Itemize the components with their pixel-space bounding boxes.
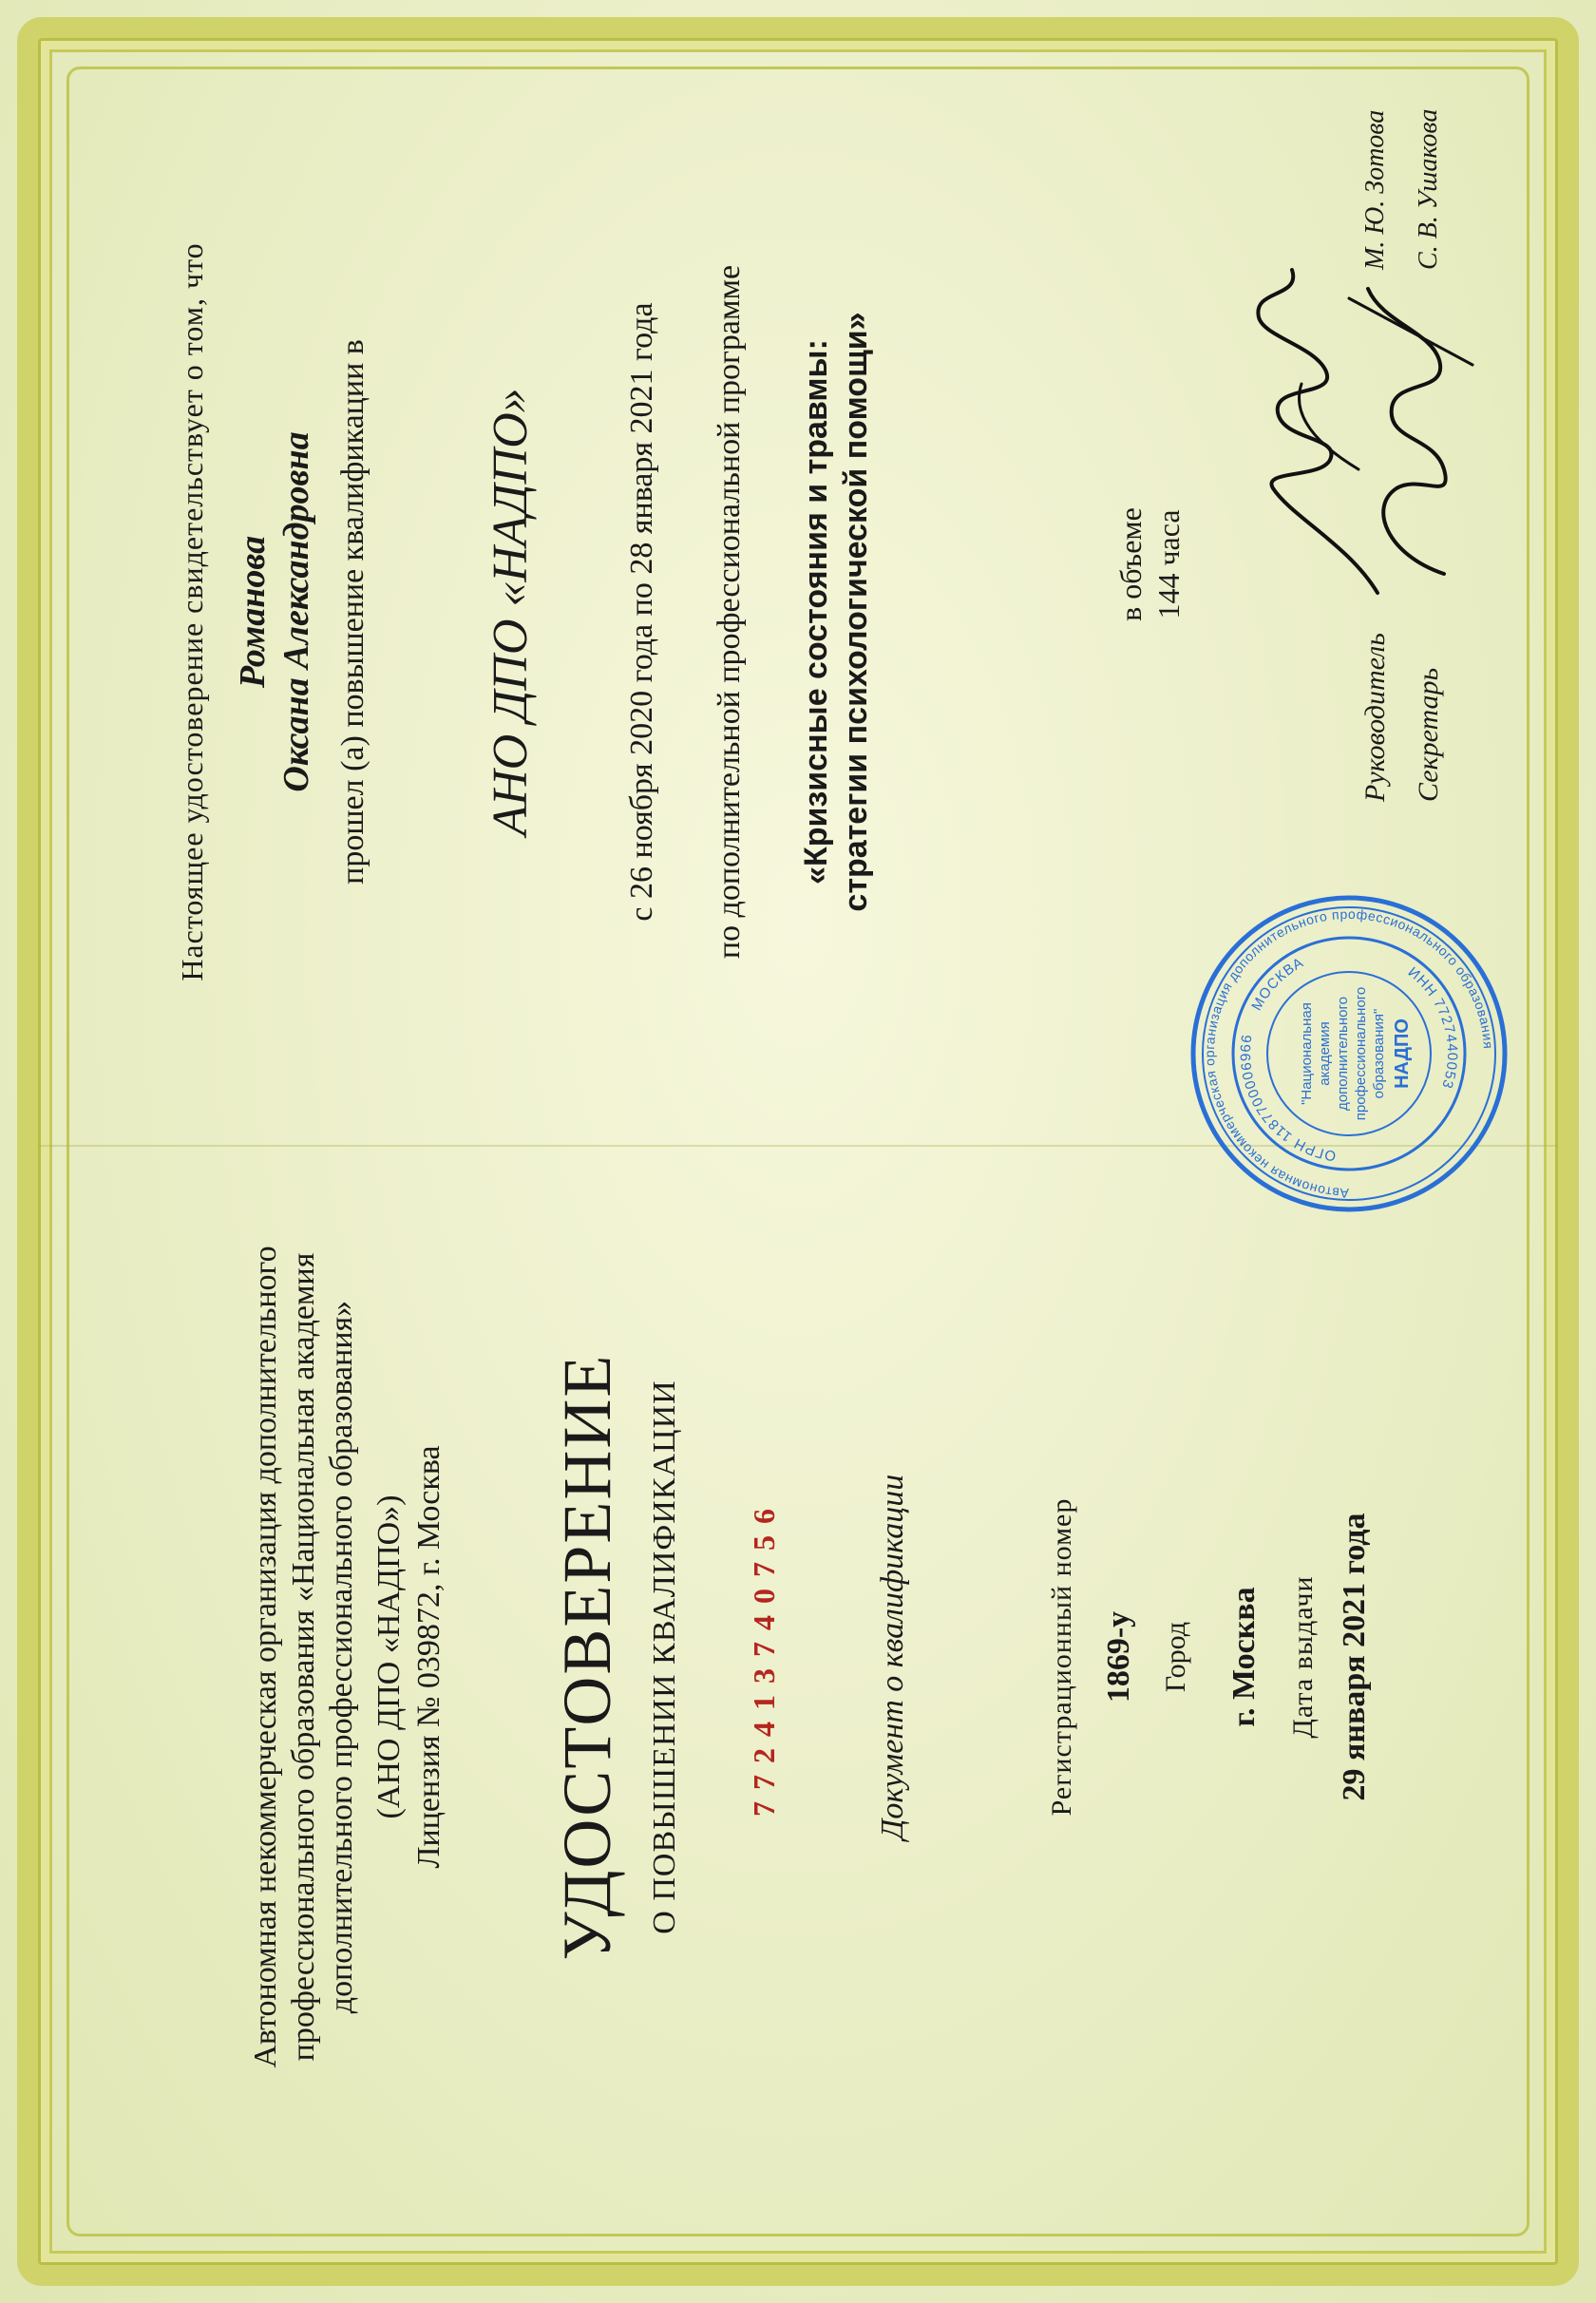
seal-center-line-1: "Национальная — [1299, 1002, 1315, 1105]
volume-hours: 144 часа — [1151, 509, 1186, 619]
secretary-signature — [1330, 270, 1492, 593]
seal-center-line-5: образования" — [1371, 1008, 1387, 1099]
seal-inn: ИНН 7727440053 — [1404, 963, 1461, 1092]
issue-date: 29 января 2021 года — [1337, 1513, 1372, 1801]
document-title: УДОСТОВЕРЕНИЕ — [549, 1353, 625, 1961]
seal-center-abbr: НАДПО — [1392, 1018, 1413, 1089]
city-label: Город — [1160, 1621, 1191, 1693]
organization-short-name: АНО ДПО «НАДПО» — [484, 388, 538, 836]
seal-ogrn: ОГРН 1187700006966 — [1237, 1033, 1338, 1165]
volume-label: в объеме — [1113, 507, 1148, 621]
seal-outer-text: Автономная некоммерческая организация дополнительного профессионального образования — [1201, 905, 1496, 1202]
seal-center-line-3: дополнительного — [1335, 997, 1351, 1111]
holder-surname: Романова — [233, 535, 273, 689]
seal-city: МОСКВА — [1248, 954, 1307, 1014]
organization-seal — [1188, 892, 1510, 1215]
training-period: с 26 ноября 2020 года по 28 января 2021 года — [624, 302, 659, 922]
passed-statement: прошел (а) повышение квалификации в — [335, 339, 370, 885]
registration-number: 1869-у — [1101, 1610, 1136, 1703]
program-intro: по дополнительной профессиональной программе — [712, 264, 747, 960]
signatory-role-secretary: Секретарь — [1413, 667, 1444, 802]
certificate-intro: Настоящее удостоверение свидетельствует о том, что — [175, 242, 209, 981]
signatory-name-secretary: С. В. Ушакова — [1414, 108, 1443, 270]
city: г. Москва — [1226, 1587, 1262, 1727]
license-number: Лицензия № 039872, г. Москва — [411, 1445, 446, 1869]
seal-center-line-2: академия — [1317, 1021, 1333, 1086]
organization-abbreviation: (АНО ДПО «НАДПО») — [371, 1494, 407, 1819]
svg-text:ИНН 7727440053 — [1405, 964, 1460, 1092]
document-kind: Документ о квалификации — [875, 1474, 910, 1840]
serial-number: 772413740756 — [747, 1497, 781, 1817]
signatory-name-director: М. Ю. Зотова — [1360, 109, 1390, 270]
issue-date-label: Дата выдачи — [1287, 1575, 1319, 1739]
organization-name: Автономная некоммерческая организация дополнительного профессионального образования «Национальная академия дополнительного профессионального образования» — [248, 1246, 359, 2068]
registration-label: Регистрационный номер — [1046, 1497, 1077, 1817]
holder-given-names: Оксана Александровна — [276, 431, 316, 792]
seal-center-line-4: профессионального — [1353, 986, 1369, 1121]
signatory-role-director: Руководитель — [1359, 633, 1391, 802]
program-title: «Кризисные состояния и травмы: стратегии психологической помощи» — [798, 312, 874, 912]
document-subtitle: О ПОВЫШЕНИИ КВАЛИФИКАЦИИ — [647, 1380, 682, 1934]
